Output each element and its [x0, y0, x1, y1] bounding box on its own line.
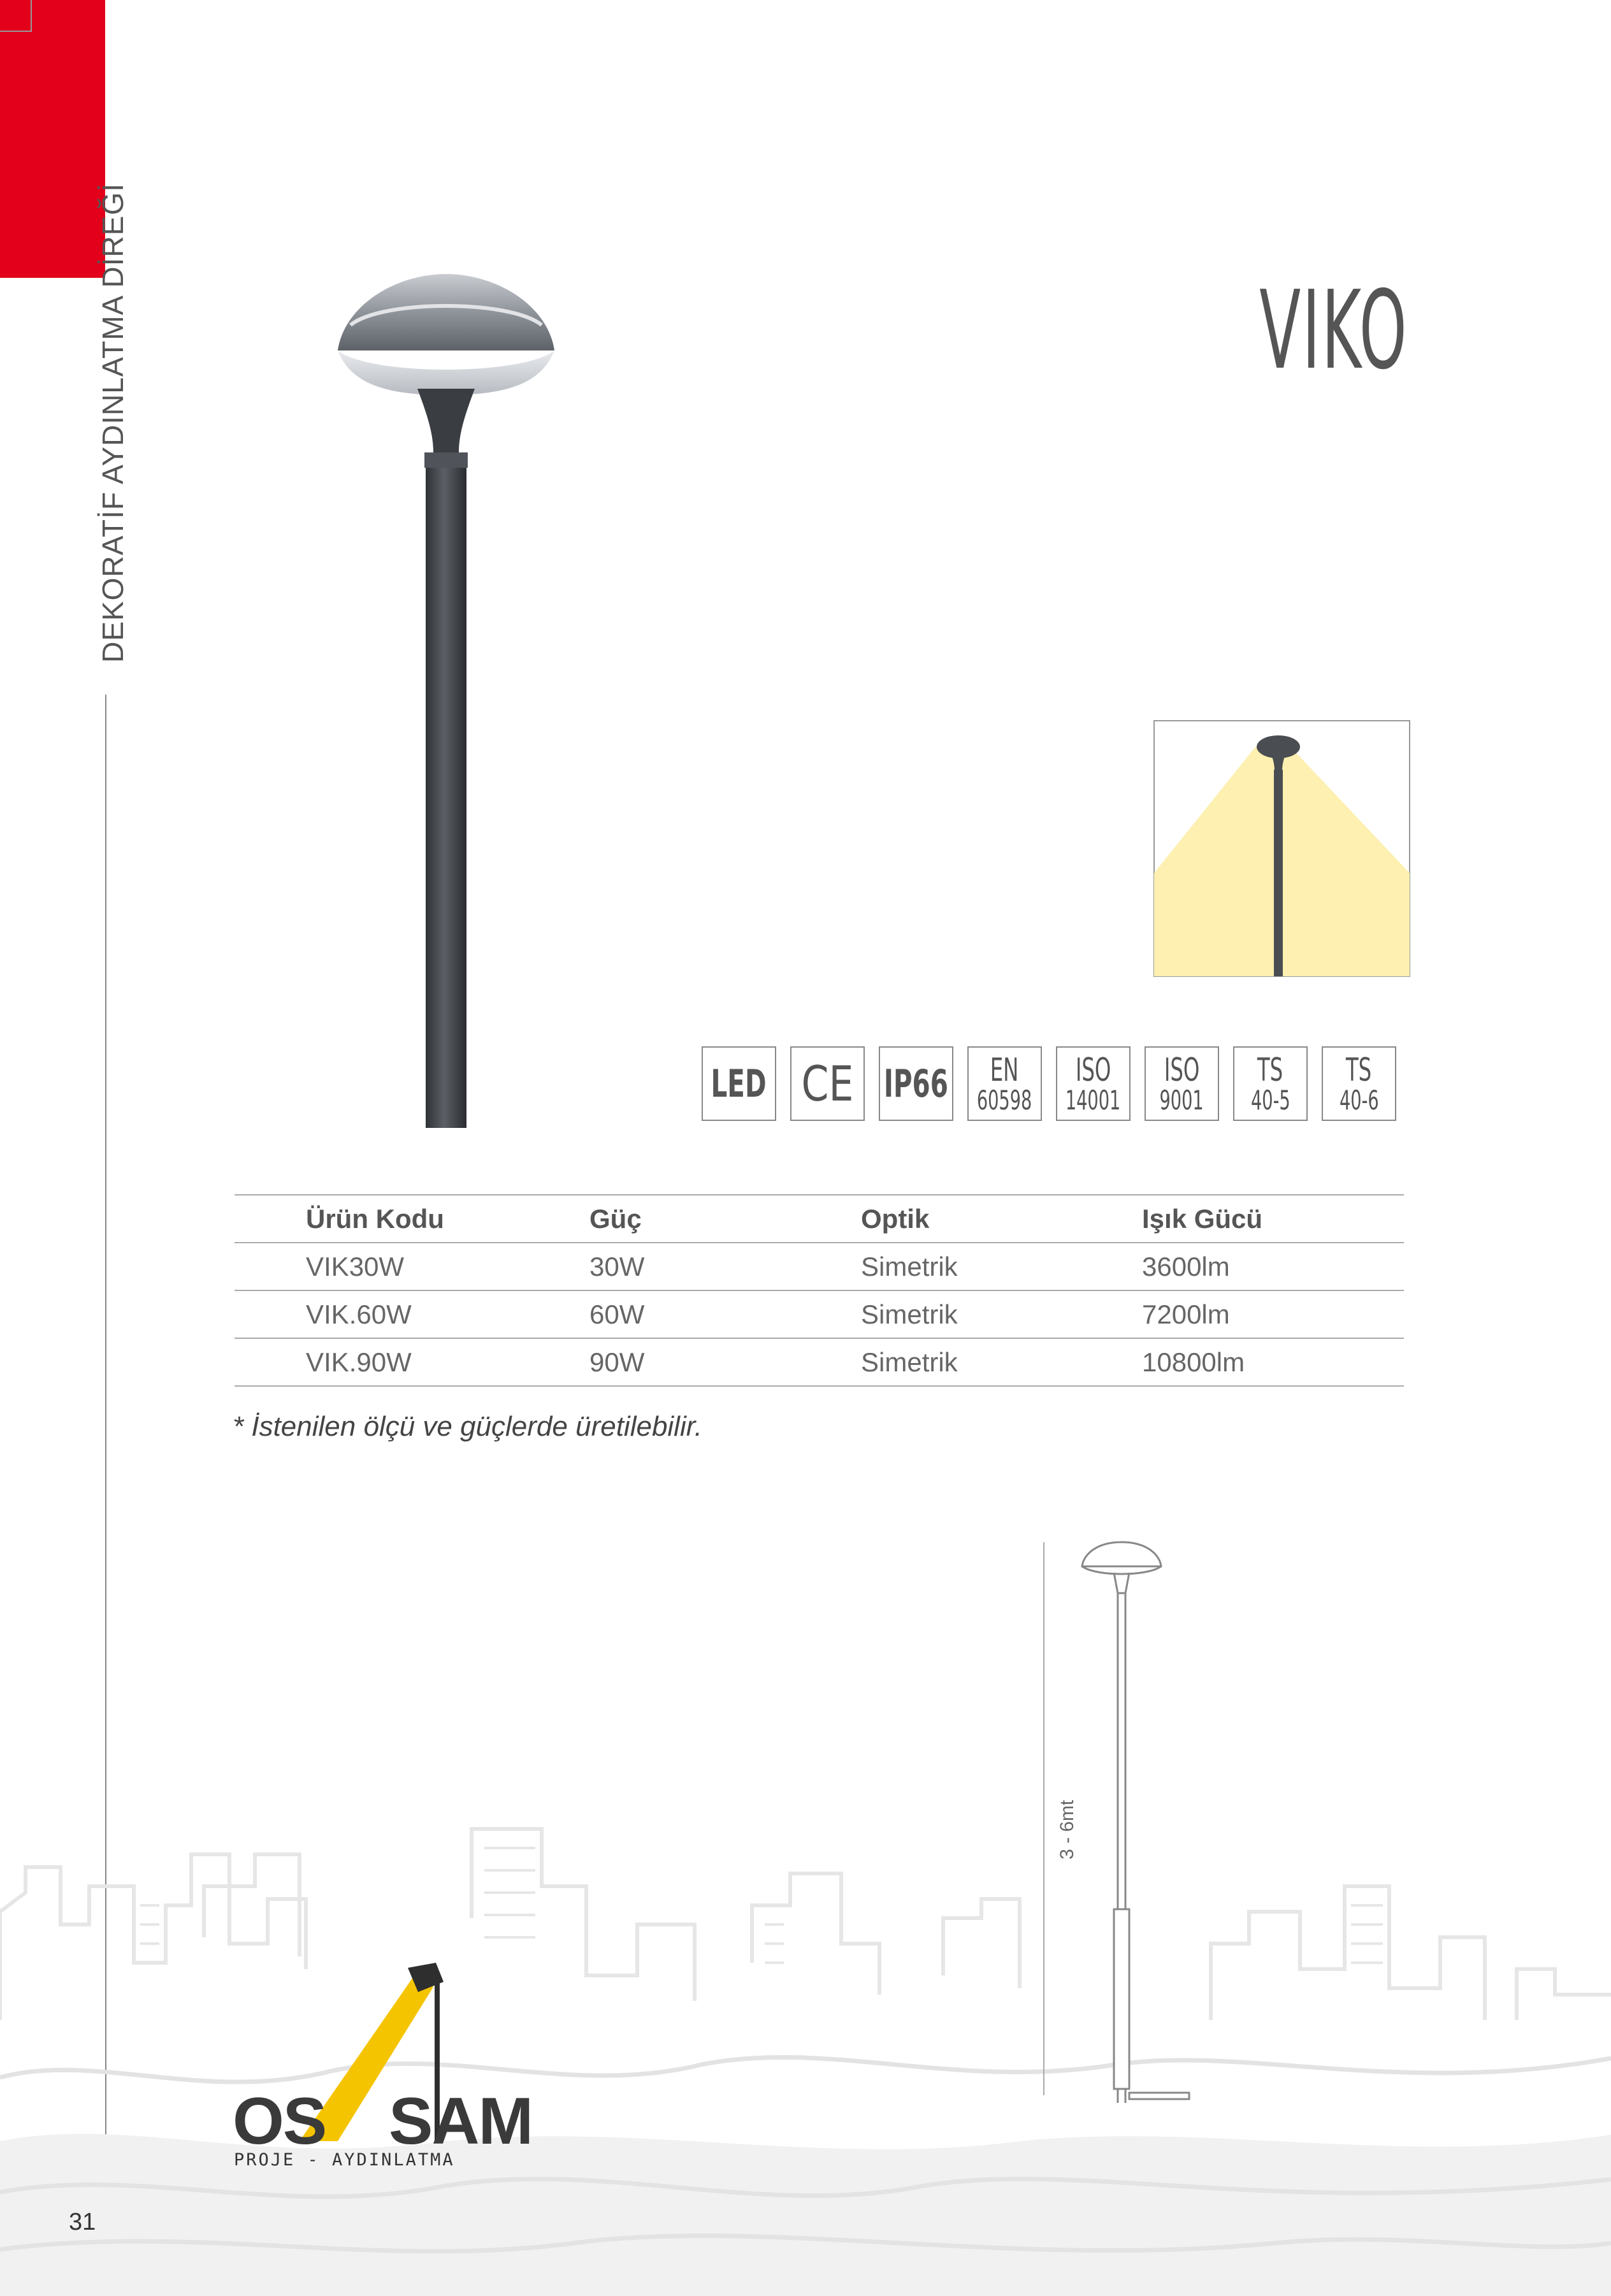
- spec-table: [235, 1194, 1404, 1387]
- page-number: 31: [69, 2209, 96, 2235]
- header-product-code: Ürün Kodu: [235, 1195, 589, 1243]
- logo-os-text: OS: [233, 2084, 326, 2158]
- header-power: Güç: [589, 1195, 861, 1243]
- logo-subtitle: PROJE - AYDINLATMA: [234, 2150, 455, 2170]
- led-badge: LED: [702, 1046, 776, 1121]
- optic-cell: Simetrik: [861, 1338, 1142, 1386]
- iso-14001-badge: ISO 14001: [1056, 1046, 1131, 1121]
- ts-40-5-badge: TS 40-5: [1233, 1046, 1308, 1121]
- product-code-cell: VIK.90W: [235, 1338, 589, 1386]
- city-skyline-background: [0, 1810, 1611, 2296]
- optic-cell: Simetrik: [861, 1243, 1142, 1290]
- category-label: DEKORATİF AYDINLATMA DİREĞİ: [96, 183, 129, 663]
- ce-badge: CE: [790, 1046, 865, 1121]
- production-note: * İstenilen ölçü ve güçlerde üretilebilir.: [233, 1411, 702, 1442]
- flux-cell: 10800lm: [1142, 1338, 1404, 1386]
- height-dimension-label: 3 - 6mt: [1057, 1800, 1078, 1859]
- product-title: VIKO: [1259, 268, 1408, 394]
- header-optic: Optik: [861, 1195, 1142, 1243]
- light-distribution-diagram: [1153, 720, 1410, 977]
- red-corner-tab: [0, 0, 105, 278]
- crop-mark: [0, 0, 32, 32]
- logo-sam-text: SAM: [389, 2084, 533, 2158]
- table-row: [235, 1338, 1404, 1386]
- iso-9001-badge: ISO 9001: [1145, 1046, 1219, 1121]
- product-code-cell: VIK.60W: [235, 1290, 589, 1338]
- table-header-row: [235, 1195, 1404, 1243]
- en-60598-badge: EN 60598: [967, 1046, 1042, 1121]
- power-cell: 30W: [589, 1243, 861, 1290]
- power-cell: 60W: [589, 1290, 861, 1338]
- table-row: [235, 1290, 1404, 1338]
- certification-badges: [702, 1046, 1396, 1121]
- optic-cell: Simetrik: [861, 1290, 1142, 1338]
- product-lamp-photo: [331, 268, 561, 1128]
- ip66-badge: IP66: [879, 1046, 953, 1121]
- power-cell: 90W: [589, 1338, 861, 1386]
- table-row: [235, 1243, 1404, 1290]
- flux-cell: 3600lm: [1142, 1243, 1404, 1290]
- flux-cell: 7200lm: [1142, 1290, 1404, 1338]
- lamp-base-plate: [1128, 2091, 1192, 2100]
- product-code-cell: VIK30W: [235, 1243, 589, 1290]
- ts-40-6-badge: TS 40-6: [1322, 1046, 1396, 1121]
- header-luminous-flux: Işık Gücü: [1142, 1195, 1404, 1243]
